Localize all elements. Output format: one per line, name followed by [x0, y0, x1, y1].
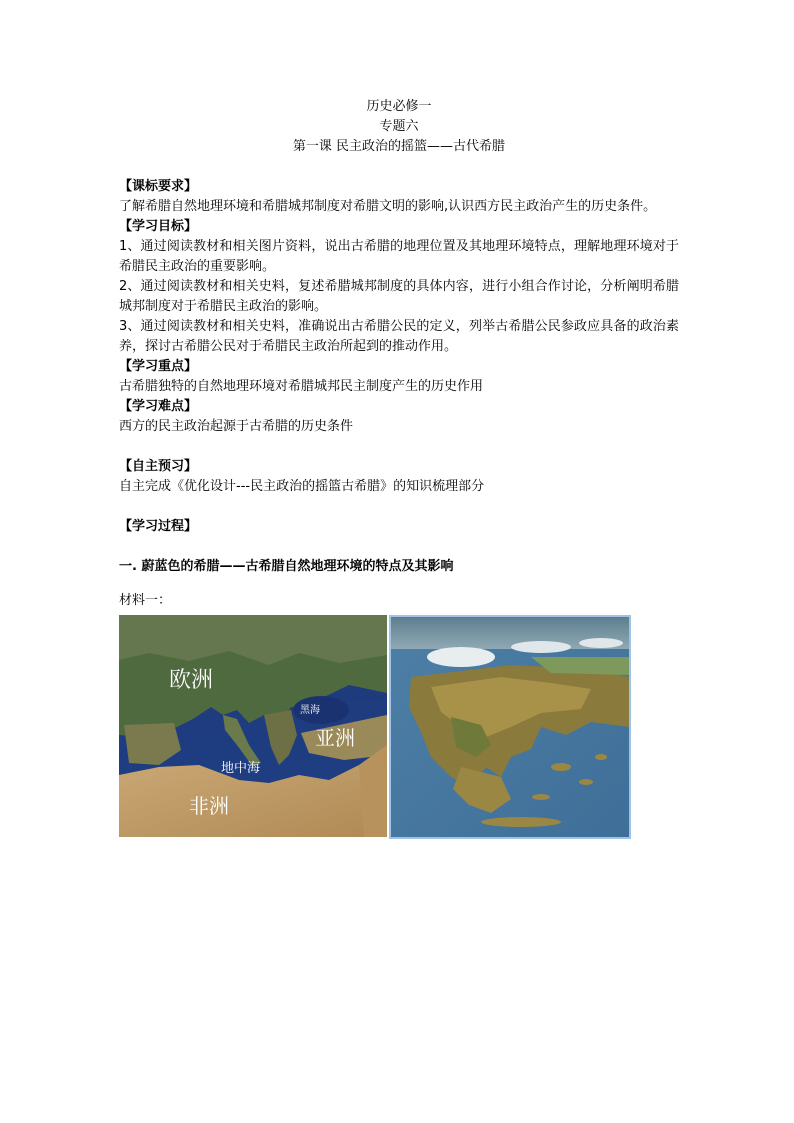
process-heading: 【学习过程】: [119, 519, 198, 534]
label-asia: 亚洲: [315, 726, 355, 750]
document-content: [119, 97, 679, 839]
mediterranean-satellite-map: [119, 615, 387, 837]
keypoint-heading: 【学习重点】: [119, 359, 198, 374]
label-europe: 欧洲: [169, 668, 214, 693]
material1-images: [119, 615, 679, 839]
keypoint-text: 古希腊独特的自然地理环境对希腊城邦民主制度产生的历史作用: [119, 379, 484, 394]
course-title: 历史必修一: [366, 99, 432, 114]
preview-text: 自主完成《优化设计---民主政治的摇篮古希腊》的知识梳理部分: [119, 479, 485, 494]
greece-relief-map: [389, 615, 631, 839]
title-block: [119, 97, 679, 157]
standards-heading: 【课标要求】: [119, 179, 198, 194]
difficulty-heading: 【学习难点】: [119, 399, 198, 414]
objective-item-3: 3、通过阅读教材和相关史料，准确说出古希腊公民的定义，列举古希腊公民参政应具备的政治素养，探讨古希腊公民对于希腊民主政治所起到的推动作用。: [119, 319, 679, 354]
difficulty-text: 西方的民主政治起源于古希腊的历史条件: [119, 419, 354, 434]
preview-heading: 【自主预习】: [119, 459, 198, 474]
objective-item-1: 1、通过阅读教材和相关图片资料，说出古希腊的地理位置及其地理环境特点，理解地理环境对于希腊民主政治的重要影响。: [119, 239, 679, 274]
label-mediterranean: 地中海: [221, 761, 261, 776]
topic-title: 专题六: [379, 119, 419, 134]
spacer: [119, 497, 679, 517]
objective-item-2: 2、通过阅读教材和相关史料，复述希腊城邦制度的具体内容，进行小组合作讨论，分析阐明希腊城邦制度对于希腊民主政治的影响。: [119, 279, 679, 314]
part1-heading: 一. 蔚蓝色的希腊——古希腊自然地理环境的特点及其影响: [119, 559, 454, 574]
label-africa: 非洲: [189, 794, 229, 818]
spacer: [119, 157, 679, 177]
label-black-sea: 黑海: [300, 705, 320, 716]
spacer: [119, 577, 679, 591]
standards-text: 了解希腊自然地理环境和希腊城邦制度对希腊文明的影响,认识西方民主政治产生的历史条件。: [119, 199, 657, 214]
material1-label: 材料一：: [119, 593, 172, 608]
spacer: [119, 537, 679, 557]
lesson-title: 第一课 民主政治的摇篮——古代希腊: [292, 139, 506, 154]
spacer: [119, 437, 679, 457]
objectives-heading: 【学习目标】: [119, 219, 198, 234]
